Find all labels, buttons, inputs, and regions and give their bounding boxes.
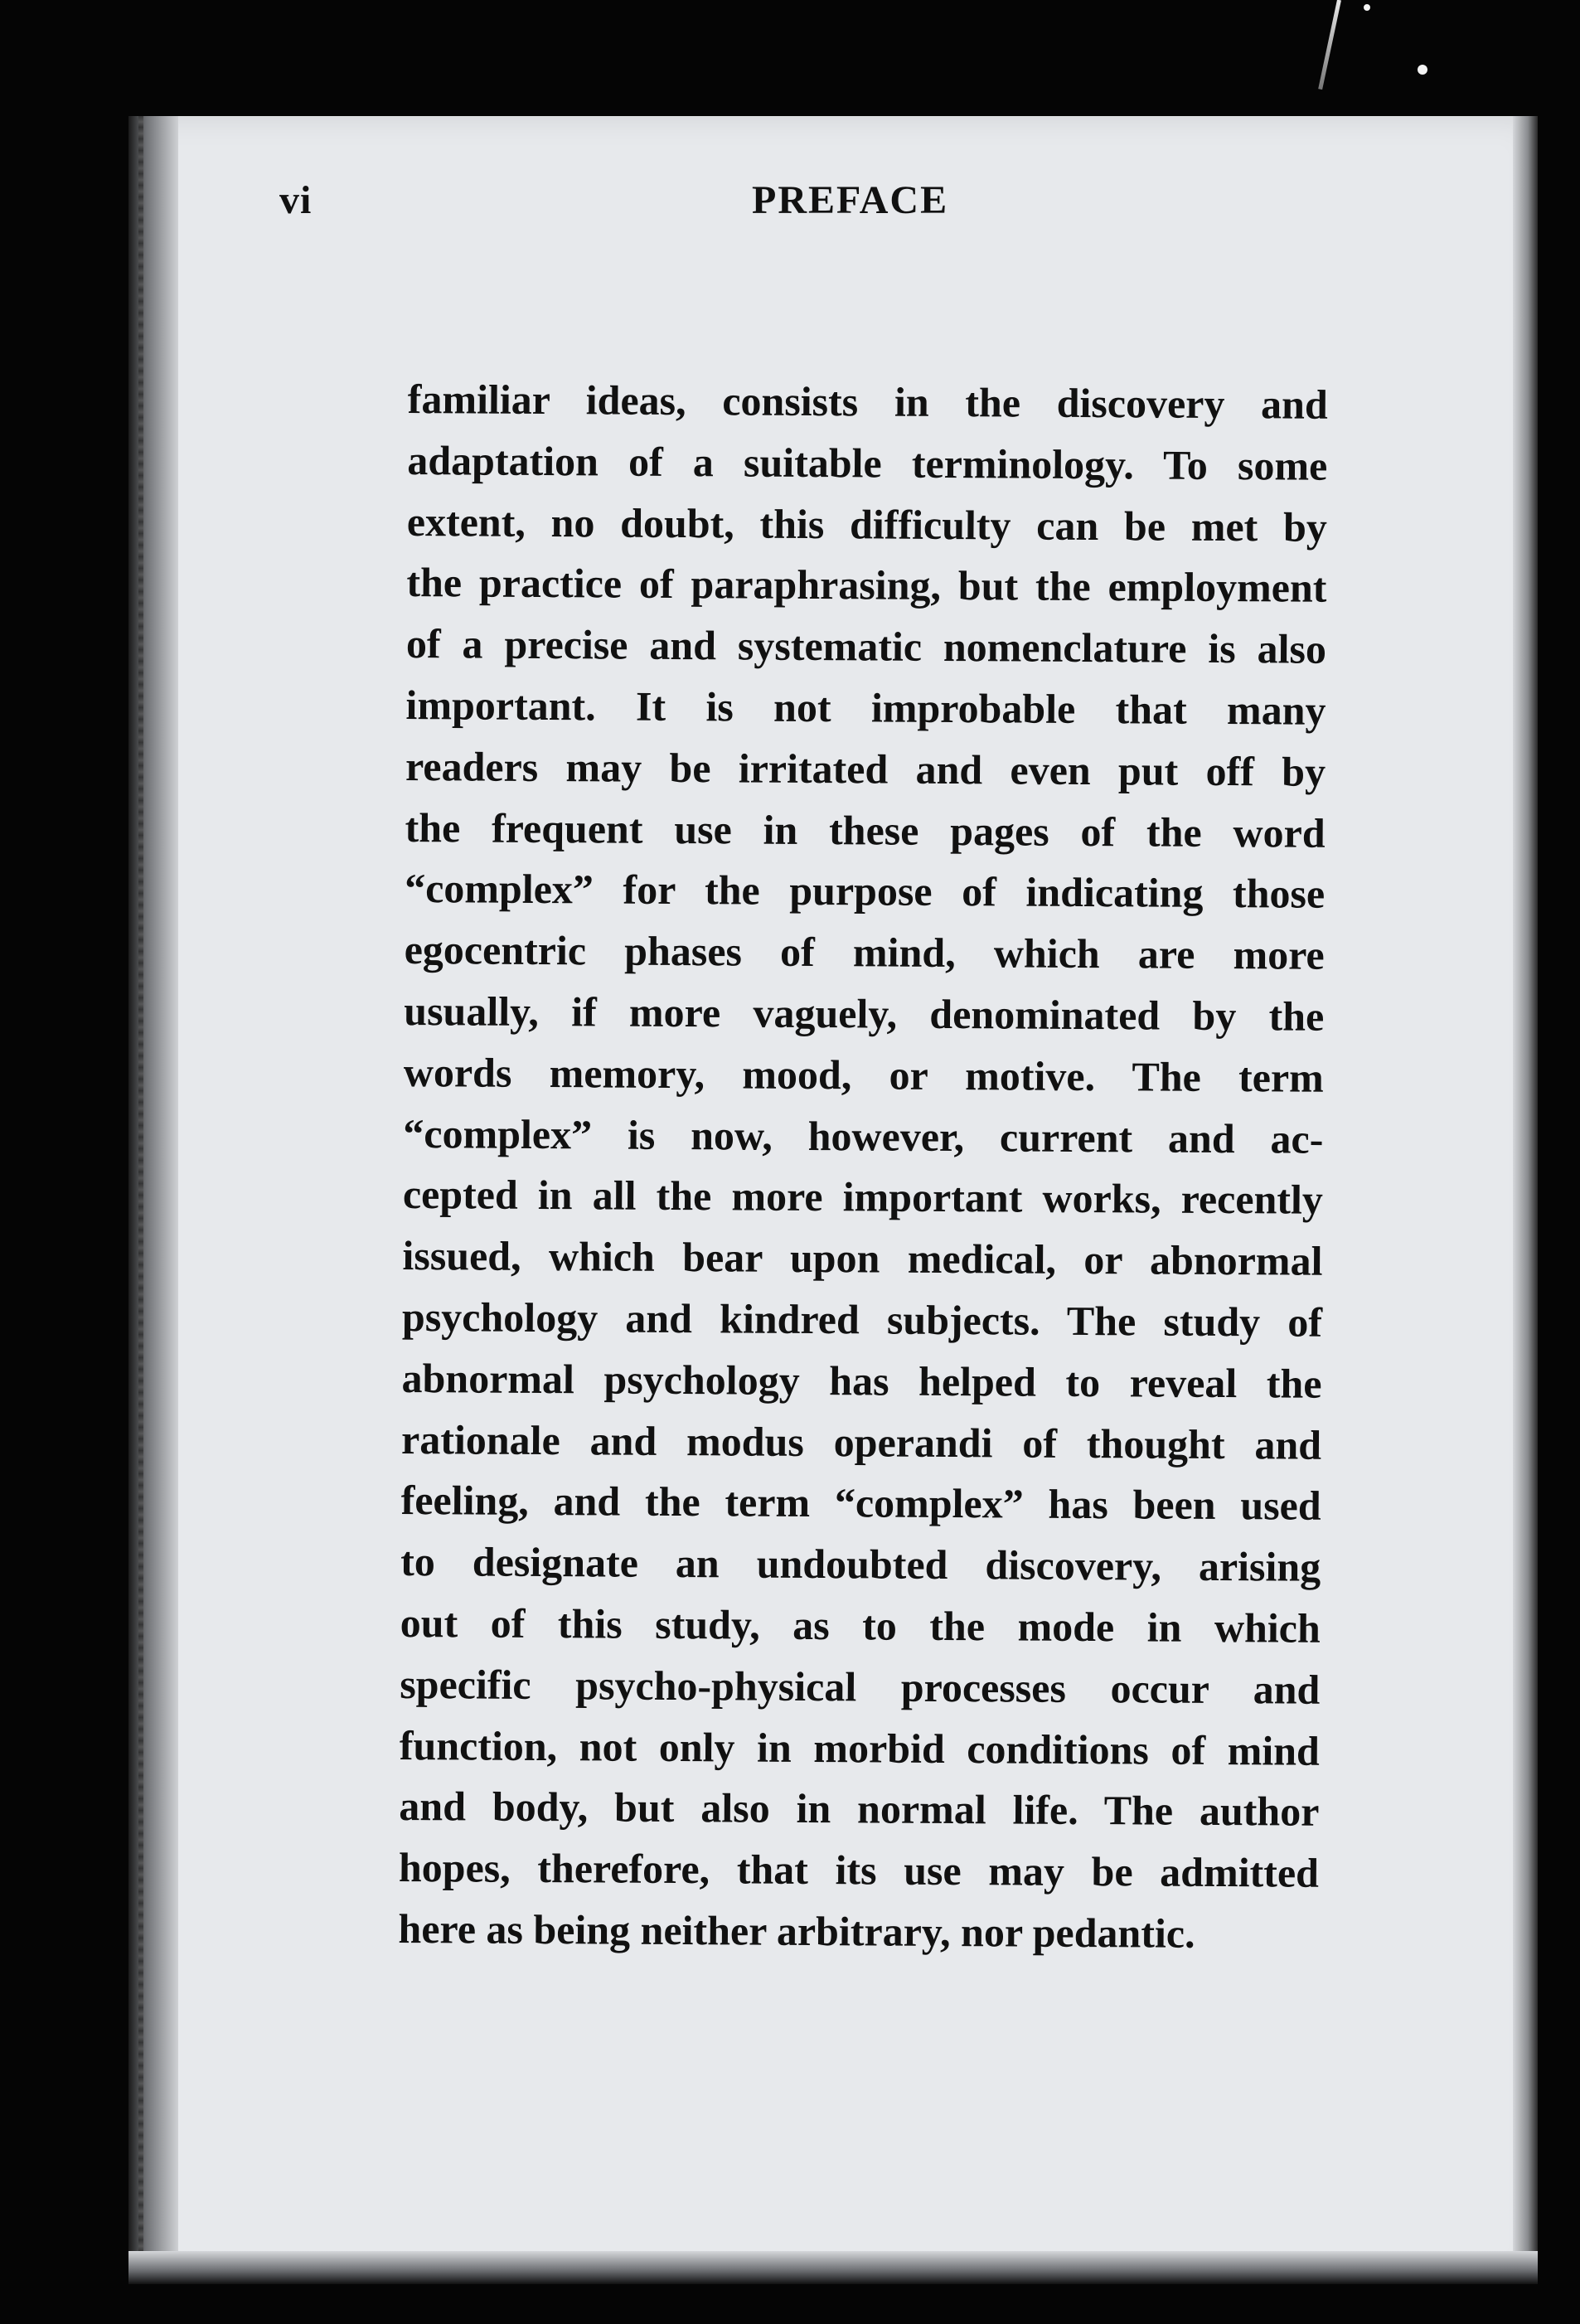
page-number: vi: [279, 178, 313, 222]
text-line: extent, no doubt, this difficulty can be met by: [406, 497, 1328, 551]
scan-scratch: [1318, 0, 1341, 90]
text-line: usually, if more vaguely, denominated by the: [404, 987, 1325, 1040]
text-line: adaptation of a suitable terminology. To some: [407, 436, 1328, 489]
text-line: readers may be irritated and even put off by: [405, 742, 1326, 795]
running-head: PREFACE: [752, 178, 949, 222]
dust-speck: [1418, 65, 1427, 75]
text-line: function, not only in morbid conditions of mind: [399, 1721, 1321, 1774]
text-line: to designate an undoubted discovery, arising: [400, 1538, 1321, 1590]
text-line: specific psycho-physical processes occur and: [400, 1660, 1321, 1713]
text-line: rationale and modus operandi of thought and: [400, 1415, 1322, 1468]
page-header: [279, 177, 959, 252]
text-line: the practice of paraphrasing, but the employment: [406, 559, 1327, 612]
text-line: cepted in all the more important works, recently: [402, 1171, 1324, 1224]
text-line: the frequent use in these pages of the word: [405, 803, 1326, 856]
dust-speck: [1364, 4, 1370, 11]
text-line: here as being neither arbitrary, nor pedantic.: [398, 1904, 1195, 1957]
text-line: words memory, mood, or motive. The term: [403, 1048, 1324, 1101]
page-bottom-edge: [128, 2251, 1538, 2284]
text-line: feeling, and the term “complex” has been used: [400, 1477, 1321, 1530]
text-line: “complex” is now, however, current and ac-: [403, 1109, 1324, 1162]
text-line: and body, but also in normal life. The author: [399, 1783, 1320, 1836]
text-line: of a precise and systematic nomenclature is also: [405, 620, 1327, 672]
text-line: “complex” for the purpose of indicating those: [405, 865, 1326, 918]
text-line: egocentric phases of mind, which are more: [404, 926, 1325, 978]
page-right-edge: [1513, 116, 1538, 2284]
text-line: hopes, therefore, that its use may be admitted: [398, 1844, 1320, 1896]
text-line: important. It is not improbable that many: [405, 681, 1326, 734]
preface-body-text: [398, 369, 1328, 1965]
text-line: abnormal psychology has helped to reveal the: [401, 1354, 1322, 1407]
text-line: issued, which bear upon medical, or abnormal: [402, 1232, 1323, 1284]
text-line: out of this study, as to the mode in which: [400, 1599, 1321, 1652]
text-line: familiar ideas, consists in the discovery and: [407, 375, 1328, 428]
text-line: psychology and kindred subjects. The study of: [401, 1293, 1323, 1346]
page-binding-edge: [128, 116, 178, 2284]
